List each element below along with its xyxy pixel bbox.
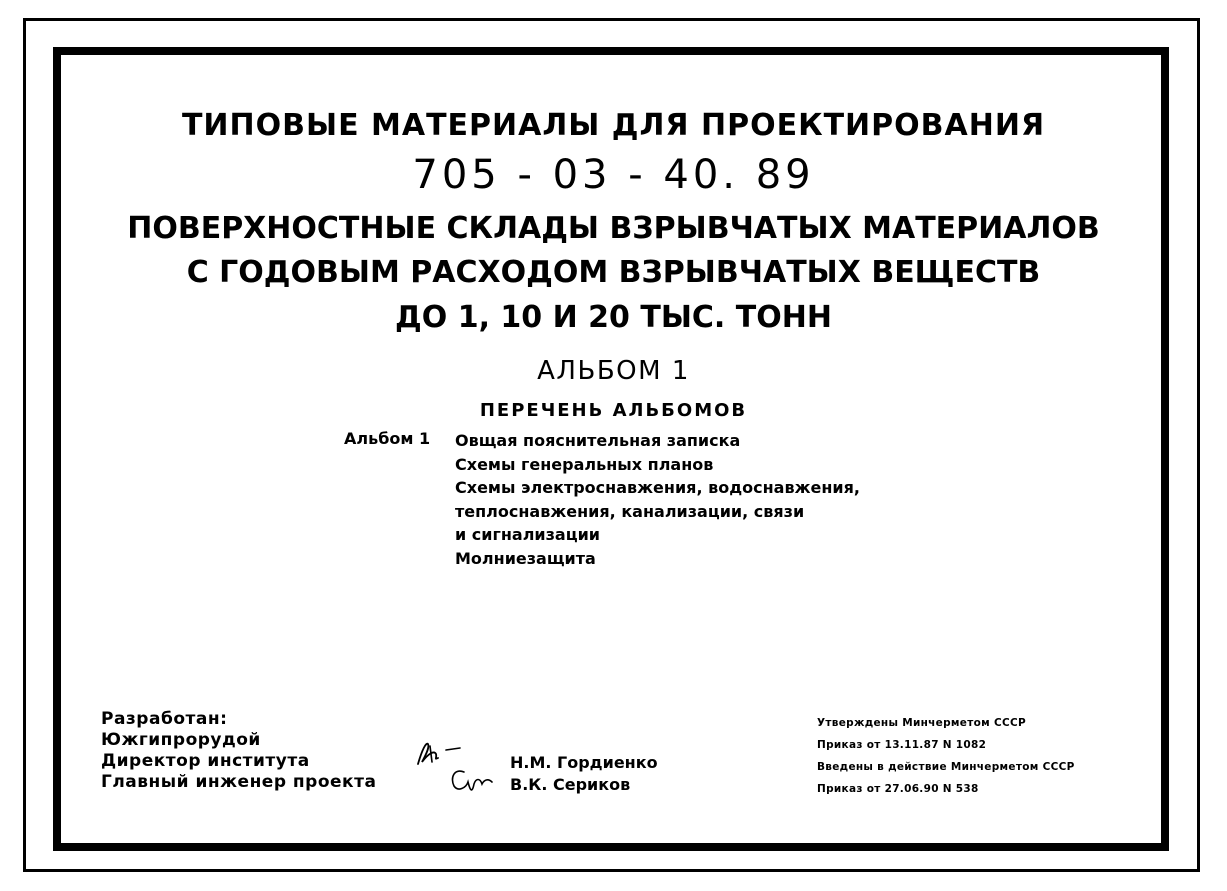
- approval-line-3: Введены в действие Минчерметом СССР: [817, 761, 1075, 773]
- developer-block: [101, 709, 376, 793]
- list-item: теплоснавжения, канализации, связи: [455, 501, 805, 521]
- document-heading: ТИПОВЫЕ МАТЕРИАЛЫ ДЛЯ ПРОЕКТИРОВАНИЯ: [181, 108, 1046, 143]
- developer-organization: Южгипрорудой: [101, 730, 261, 750]
- developer-label: Разработан:: [101, 709, 228, 729]
- list-item: Овщая пояснительная записка: [455, 431, 741, 450]
- document-code: 705 - 03 - 40. 89: [412, 152, 815, 198]
- director-name: Н.М. Гордиенко: [510, 753, 658, 772]
- list-item: и сигнализации: [455, 525, 600, 544]
- albums-list: [455, 429, 860, 570]
- title-line-1: ПОВЕРХНОСТНЫЕ СКЛАДЫ ВЗРЫВЧАТЫХ МАТЕРИАЛОВ: [127, 211, 1100, 246]
- signatory-names: [510, 752, 658, 796]
- list-item: Молниезащита: [455, 548, 596, 568]
- albums-list-heading: ПЕРЕЧЕНЬ АЛЬБОМОВ: [479, 400, 748, 421]
- list-item: Схемы электроснавжения, водоснавжения,: [455, 478, 860, 497]
- chief-engineer-title: Главный инженер проекта: [101, 772, 377, 792]
- album-title: АЛЬБОМ 1: [537, 356, 690, 386]
- albums-list-label: Альбом 1: [344, 429, 431, 448]
- title-line-2: С ГОДОВЫМ РАСХОДОМ ВЗРЫВЧАТЫХ ВЕЩЕСТВ: [186, 255, 1041, 290]
- approval-block: [817, 712, 1075, 800]
- approval-line-2: Приказ от 13.11.87 N 1082: [817, 739, 987, 751]
- approval-line-1: Утверждены Минчерметом СССР: [817, 717, 1026, 729]
- title-line-3: ДО 1, 10 И 20 ТЫС. ТОНН: [395, 300, 832, 335]
- approval-line-4: Приказ от 27.06.90 N 538: [817, 783, 979, 795]
- director-title: Директор института: [101, 751, 310, 771]
- chief-engineer-name: В.К. Сериков: [510, 775, 631, 794]
- handwritten-signatures: [410, 732, 510, 802]
- list-item: Схемы генеральных планов: [455, 454, 714, 474]
